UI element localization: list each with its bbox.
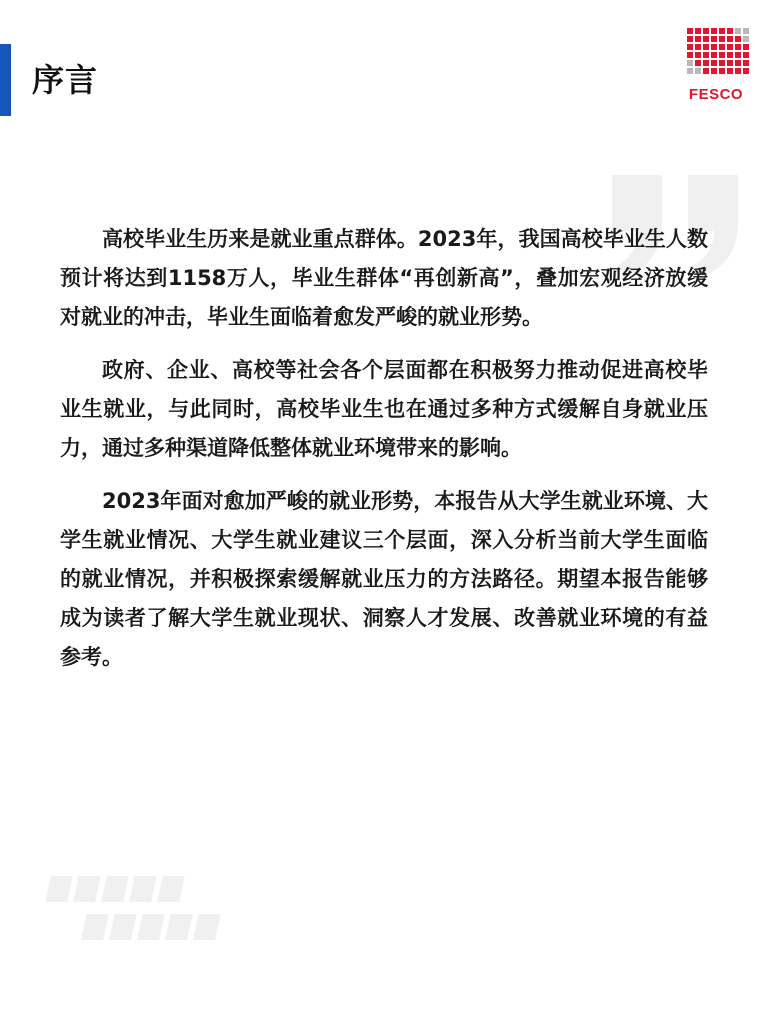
faint-slogan-watermark (38, 870, 278, 959)
paragraph-2: 政府、企业、高校等社会各个层面都在积极努力推动促进高校毕业生就业，与此同时，高校毕业生也在通过多种方式缓解自身就业压力，通过多种渠道降低整体就业环境带来的影响。 (60, 358, 708, 460)
paragraph-3: 2023年面对愈加严峻的就业形势，本报告从大学生就业环境、大学生就业情况、大学生就业建议三个层面，深入分析当前大学生面临的就业情况，并积极探索缓解就业压力的方法路径。期望本报告能够成为读者了解大学生就业现状、洞察人才发展、改善就业环境的有益参考。 (60, 489, 708, 669)
preface-body (60, 220, 708, 691)
watermark-graphic (38, 870, 278, 950)
logo-text: FESCO (688, 86, 744, 103)
title-accent-bar (0, 44, 11, 116)
page-title: 序言 (32, 61, 99, 99)
logo-dot-grid (687, 28, 748, 74)
paragraph-1: 高校毕业生历来是就业重点群体。2023年，我国高校毕业生人数预计将达到1158万人，毕业生群体“再创新高”，叠加宏观经济放缓对就业的冲击，毕业生面临着愈发严峻的就业形势。 (60, 227, 708, 329)
fesco-logo (684, 28, 748, 106)
